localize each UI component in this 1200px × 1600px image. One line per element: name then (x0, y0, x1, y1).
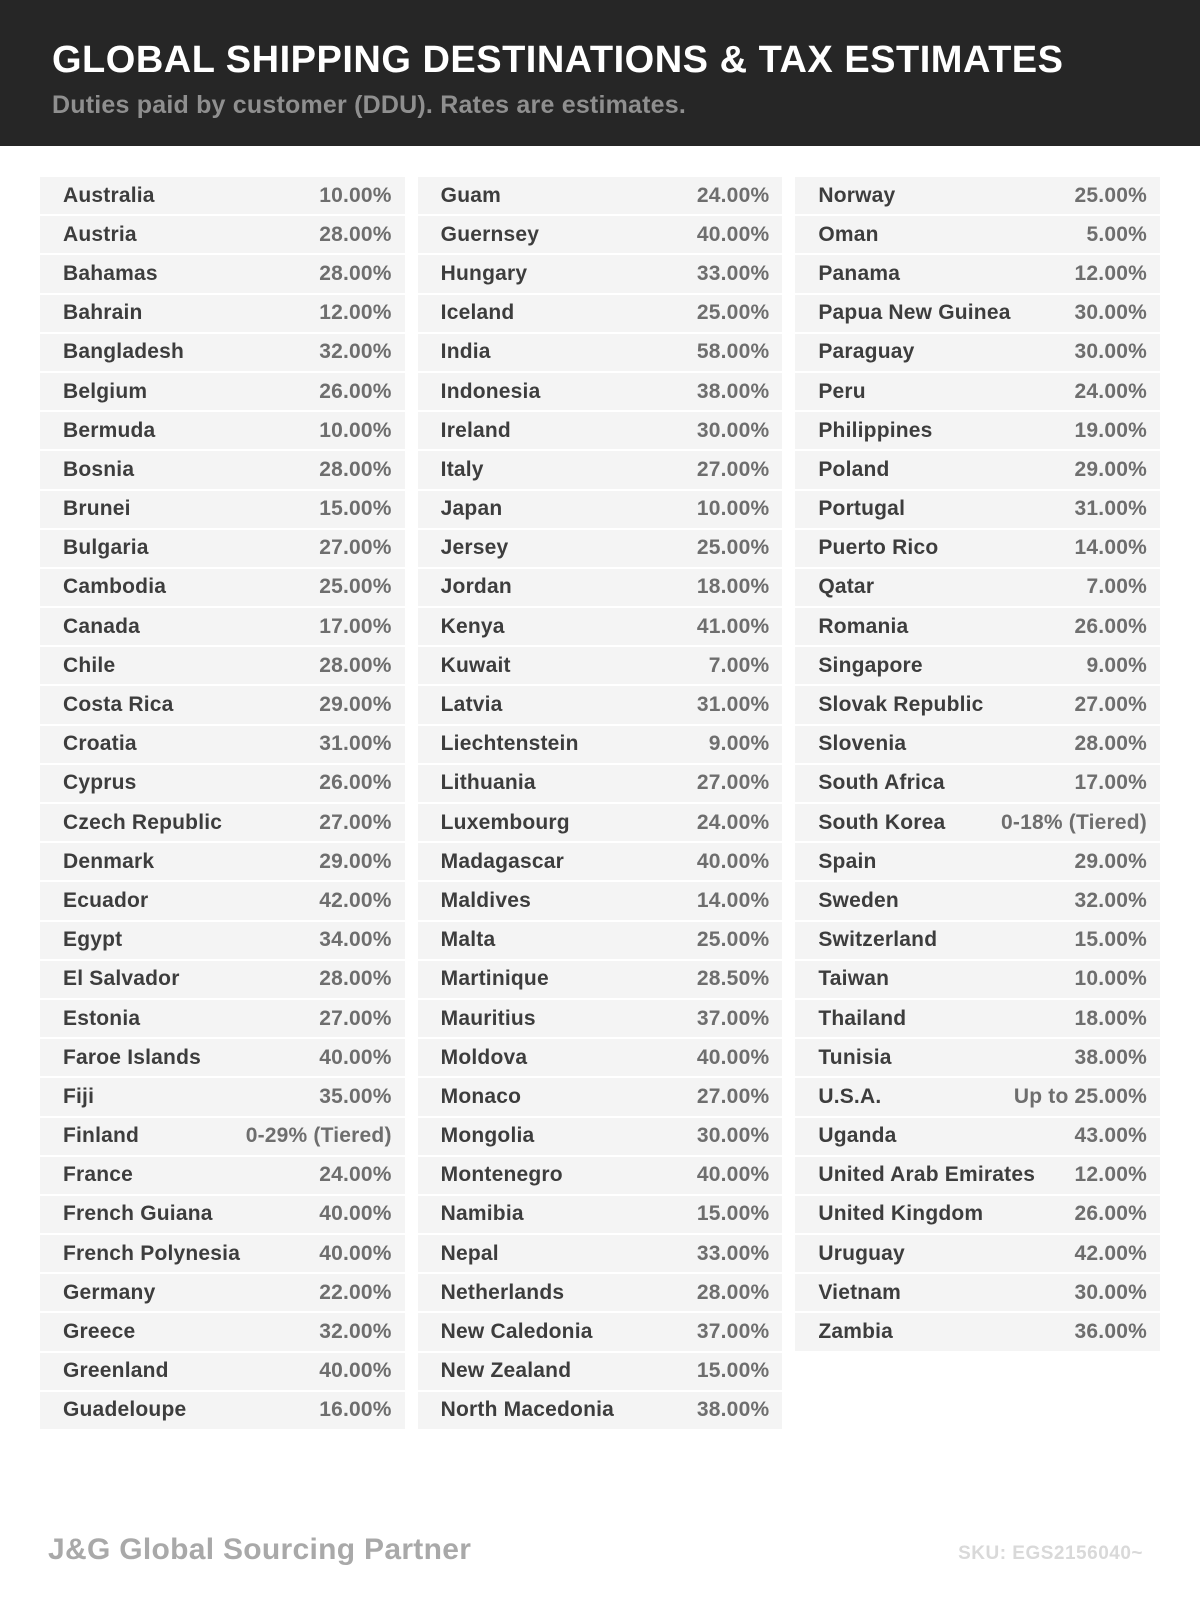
tax-rate: 24.00% (696, 810, 770, 834)
table-row (418, 961, 783, 1000)
country-name: Faroe Islands (63, 1045, 201, 1069)
table-row (418, 255, 783, 294)
table-row (418, 843, 783, 882)
country-name: Latvia (440, 693, 503, 717)
country-name: Luxembourg (440, 810, 570, 834)
table-row (40, 922, 405, 961)
country-name: Egypt (63, 928, 123, 952)
table-column-3 (795, 177, 1160, 1353)
country-name: Qatar (818, 575, 875, 599)
tax-rate: 28.00% (319, 222, 392, 246)
country-name: Bangladesh (63, 340, 185, 364)
tax-rate: 28.00% (696, 1280, 770, 1304)
tax-rate: 27.00% (319, 1006, 392, 1030)
tax-rate: 33.00% (696, 261, 770, 285)
country-name: Poland (818, 457, 890, 481)
country-name: Italy (440, 457, 484, 481)
country-name: Denmark (63, 849, 155, 873)
country-name: Moldova (440, 1045, 528, 1069)
country-name: Netherlands (440, 1280, 565, 1304)
country-name: Puerto Rico (818, 536, 939, 560)
table-row (418, 1118, 783, 1157)
table-row (795, 1118, 1160, 1157)
tax-rate: Up to 25.00% (1013, 1084, 1147, 1108)
country-name: Costa Rica (63, 693, 174, 717)
tax-rate: 16.00% (319, 1398, 392, 1422)
tax-rate: 12.00% (1074, 1163, 1147, 1187)
tax-rate: 40.00% (319, 1045, 392, 1069)
table-row (795, 1313, 1160, 1352)
tax-rate: 26.00% (319, 379, 392, 403)
tax-rate: 40.00% (319, 1202, 392, 1226)
table-row (795, 412, 1160, 451)
country-name: Guadeloupe (63, 1398, 187, 1422)
tax-rate: 18.00% (696, 575, 770, 599)
table-row (795, 804, 1160, 843)
tax-rate: 9.00% (1086, 653, 1147, 677)
tax-rate: 37.00% (696, 1006, 770, 1030)
table-column-1 (40, 177, 405, 1431)
table-row (418, 765, 783, 804)
table-row (418, 686, 783, 725)
tax-rate: 31.00% (1074, 497, 1147, 521)
table-row (418, 295, 783, 334)
header-banner (0, 0, 1200, 146)
country-name: France (63, 1163, 134, 1187)
table-row (40, 647, 405, 686)
country-name: Fiji (63, 1084, 95, 1108)
table-row (40, 255, 405, 294)
tax-rate: 40.00% (696, 222, 770, 246)
tax-rate: 28.50% (696, 967, 770, 991)
country-name: Austria (63, 222, 137, 246)
country-name: U.S.A. (818, 1084, 882, 1108)
country-name: Spain (818, 849, 877, 873)
tax-rate: 15.00% (696, 1359, 770, 1383)
tax-rate: 27.00% (696, 457, 770, 481)
tax-rate: 24.00% (1074, 379, 1147, 403)
country-name: Maldives (440, 888, 531, 912)
country-name: South Africa (818, 771, 945, 795)
tax-rate: 30.00% (1074, 1280, 1147, 1304)
table-row (795, 961, 1160, 1000)
country-name: Mongolia (440, 1124, 535, 1148)
country-name: Belgium (63, 379, 148, 403)
table-row (795, 1000, 1160, 1039)
tax-rate: 10.00% (696, 497, 770, 521)
table-row (40, 412, 405, 451)
country-name: Bosnia (63, 457, 135, 481)
country-name: Tunisia (818, 1045, 892, 1069)
country-name: Philippines (818, 418, 933, 442)
table-row (40, 1000, 405, 1039)
tax-rate: 18.00% (1074, 1006, 1147, 1030)
country-name: Monaco (440, 1084, 522, 1108)
country-name: Madagascar (440, 849, 565, 873)
table-row (40, 1118, 405, 1157)
table-row (40, 530, 405, 569)
tax-rate: 36.00% (1074, 1320, 1147, 1344)
table-row (418, 1078, 783, 1117)
table-row (418, 451, 783, 490)
tax-rate: 19.00% (1074, 418, 1147, 442)
table-row (40, 608, 405, 647)
tax-rate: 29.00% (319, 693, 392, 717)
country-name: Guam (440, 183, 501, 207)
country-name: Panama (818, 261, 901, 285)
table-row (795, 1078, 1160, 1117)
table-row (40, 216, 405, 255)
tax-rate: 14.00% (696, 888, 770, 912)
table-row (418, 373, 783, 412)
table-row (795, 686, 1160, 725)
country-name: Hungary (440, 261, 528, 285)
country-name: Cambodia (63, 575, 167, 599)
table-row (40, 961, 405, 1000)
country-name: Norway (818, 183, 896, 207)
page-subtitle: Duties paid by customer (DDU). Rates are estimates. (52, 90, 687, 119)
country-name: North Macedonia (440, 1398, 615, 1422)
country-name: Brunei (63, 497, 131, 521)
tax-rate: 35.00% (319, 1084, 392, 1108)
table-row (40, 1235, 405, 1274)
tax-rate: 22.00% (319, 1280, 392, 1304)
tax-rate: 24.00% (319, 1163, 392, 1187)
tax-rate: 25.00% (696, 536, 770, 560)
tax-rate: 32.00% (319, 340, 392, 364)
country-name: Greenland (63, 1359, 169, 1383)
country-name: Guernsey (440, 222, 540, 246)
country-name: Kenya (440, 614, 505, 638)
country-name: India (440, 340, 491, 364)
tax-rate: 26.00% (319, 771, 392, 795)
table-row (418, 1353, 783, 1392)
table-row (40, 1196, 405, 1235)
country-name: Paraguay (818, 340, 915, 364)
tax-rate: 0-29% (Tiered) (245, 1124, 392, 1148)
tax-rate: 17.00% (1074, 771, 1147, 795)
tax-rate: 32.00% (319, 1320, 392, 1344)
table-row (418, 1392, 783, 1431)
table-row (795, 765, 1160, 804)
table-row (40, 765, 405, 804)
tax-rate-table (40, 177, 1160, 1431)
country-name: Malta (440, 928, 496, 952)
table-row (418, 804, 783, 843)
country-name: Montenegro (440, 1163, 563, 1187)
tax-rate: 42.00% (1074, 1241, 1147, 1265)
table-row (40, 1392, 405, 1431)
tax-rate: 40.00% (696, 849, 770, 873)
table-row (418, 491, 783, 530)
sku-label: SKU: EGS2156040~ (958, 1543, 1143, 1564)
table-row (418, 569, 783, 608)
table-row (795, 608, 1160, 647)
tax-rate: 31.00% (319, 732, 392, 756)
tax-rate: 27.00% (696, 771, 770, 795)
tax-rate: 25.00% (319, 575, 392, 599)
table-row (795, 843, 1160, 882)
table-row (40, 569, 405, 608)
country-name: Slovenia (818, 732, 907, 756)
country-name: Zambia (818, 1320, 894, 1344)
table-row (40, 451, 405, 490)
table-row (40, 1353, 405, 1392)
table-row (795, 1039, 1160, 1078)
tax-rate: 28.00% (1074, 732, 1147, 756)
tax-rate: 15.00% (696, 1202, 770, 1226)
tax-rate: 25.00% (1074, 183, 1147, 207)
table-row (40, 1157, 405, 1196)
country-name: Jordan (440, 575, 512, 599)
tax-rate: 30.00% (1074, 340, 1147, 364)
country-name: Chile (63, 653, 116, 677)
tax-rate: 10.00% (319, 183, 392, 207)
country-name: Oman (818, 222, 879, 246)
tax-rate: 41.00% (696, 614, 770, 638)
country-name: New Caledonia (440, 1320, 593, 1344)
tax-rate: 34.00% (319, 928, 392, 952)
country-name: Mauritius (440, 1006, 536, 1030)
table-row (40, 491, 405, 530)
table-row (40, 1039, 405, 1078)
tax-rate: 28.00% (319, 261, 392, 285)
tax-rate: 14.00% (1074, 536, 1147, 560)
tax-rate: 38.00% (696, 379, 770, 403)
tax-rate: 30.00% (1074, 301, 1147, 325)
table-row (795, 1274, 1160, 1313)
table-row (418, 1196, 783, 1235)
table-row (795, 1196, 1160, 1235)
tax-rate: 40.00% (696, 1045, 770, 1069)
table-row (795, 1235, 1160, 1274)
tax-rate: 38.00% (696, 1398, 770, 1422)
country-name: Slovak Republic (818, 693, 984, 717)
country-name: Liechtenstein (440, 732, 579, 756)
table-row (40, 882, 405, 921)
country-name: Switzerland (818, 928, 938, 952)
tax-rate: 25.00% (696, 301, 770, 325)
table-row (795, 334, 1160, 373)
country-name: Thailand (818, 1006, 907, 1030)
country-name: South Korea (818, 810, 946, 834)
tax-rate: 25.00% (696, 928, 770, 952)
table-row (795, 491, 1160, 530)
tax-rate: 31.00% (696, 693, 770, 717)
table-row (40, 1078, 405, 1117)
table-row (795, 295, 1160, 334)
country-name: Lithuania (440, 771, 536, 795)
country-name: Iceland (440, 301, 515, 325)
country-name: New Zealand (440, 1359, 572, 1383)
tax-rate: 26.00% (1074, 614, 1147, 638)
tax-rate: 32.00% (1074, 888, 1147, 912)
table-row (795, 1157, 1160, 1196)
page-title: GLOBAL SHIPPING DESTINATIONS & TAX ESTIMATES (52, 39, 1064, 81)
table-row (418, 412, 783, 451)
table-row (418, 334, 783, 373)
tax-rate: 33.00% (696, 1241, 770, 1265)
country-name: El Salvador (63, 967, 180, 991)
tax-rate: 40.00% (696, 1163, 770, 1187)
tax-rate: 24.00% (696, 183, 770, 207)
country-name: Canada (63, 614, 141, 638)
table-row (40, 843, 405, 882)
country-name: Ireland (440, 418, 511, 442)
table-row (418, 1235, 783, 1274)
country-name: French Guiana (63, 1202, 213, 1226)
country-name: Australia (63, 183, 155, 207)
country-name: Cyprus (63, 771, 137, 795)
country-name: Nepal (440, 1241, 499, 1265)
country-name: Uruguay (818, 1241, 905, 1265)
country-name: Indonesia (440, 379, 541, 403)
tax-rate: 0-18% (Tiered) (1001, 810, 1147, 834)
tax-rate: 27.00% (319, 810, 392, 834)
country-name: Taiwan (818, 967, 890, 991)
table-row (795, 882, 1160, 921)
table-row (418, 1313, 783, 1352)
table-row (40, 1274, 405, 1313)
table-row (418, 1000, 783, 1039)
table-row (795, 373, 1160, 412)
tax-rate: 27.00% (319, 536, 392, 560)
table-row (795, 530, 1160, 569)
table-row (795, 216, 1160, 255)
tax-rate: 37.00% (696, 1320, 770, 1344)
table-row (418, 530, 783, 569)
tax-rate: 12.00% (319, 301, 392, 325)
table-row (418, 882, 783, 921)
tax-rate: 12.00% (1074, 261, 1147, 285)
table-row (418, 177, 783, 216)
table-row (418, 1039, 783, 1078)
table-row (418, 726, 783, 765)
table-row (418, 1274, 783, 1313)
table-row (795, 177, 1160, 216)
country-name: Portugal (818, 497, 906, 521)
table-row (418, 1157, 783, 1196)
table-row (418, 647, 783, 686)
table-row (40, 373, 405, 412)
country-name: Namibia (440, 1202, 524, 1226)
tax-rate: 10.00% (319, 418, 392, 442)
country-name: United Arab Emirates (818, 1163, 1036, 1187)
tax-rate: 29.00% (319, 849, 392, 873)
tax-rate: 5.00% (1086, 222, 1147, 246)
tax-rate: 26.00% (1074, 1202, 1147, 1226)
tax-rate: 9.00% (708, 732, 770, 756)
country-name: Papua New Guinea (818, 301, 1011, 325)
footer (48, 1533, 1143, 1567)
tax-rate: 29.00% (1074, 457, 1147, 481)
tax-rate: 30.00% (696, 418, 770, 442)
table-row (40, 686, 405, 725)
tax-rate: 29.00% (1074, 849, 1147, 873)
table-row (795, 726, 1160, 765)
country-name: Croatia (63, 732, 137, 756)
country-name: Sweden (818, 888, 899, 912)
table-column-2 (418, 177, 783, 1431)
table-row (40, 295, 405, 334)
country-name: Ecuador (63, 888, 149, 912)
tax-rate: 15.00% (319, 497, 392, 521)
tax-rate: 15.00% (1074, 928, 1147, 952)
tax-rate: 43.00% (1074, 1124, 1147, 1148)
tax-rate: 38.00% (1074, 1045, 1147, 1069)
country-name: French Polynesia (63, 1241, 241, 1265)
tax-rate: 30.00% (696, 1124, 770, 1148)
tax-rate: 17.00% (319, 614, 392, 638)
country-name: Japan (440, 497, 503, 521)
tax-rate: 10.00% (1074, 967, 1147, 991)
table-row (795, 451, 1160, 490)
country-name: Uganda (818, 1124, 897, 1148)
country-name: Bulgaria (63, 536, 149, 560)
tax-rate: 40.00% (319, 1359, 392, 1383)
country-name: Greece (63, 1320, 136, 1344)
tax-rate: 28.00% (319, 457, 392, 481)
table-row (418, 216, 783, 255)
country-name: Romania (818, 614, 909, 638)
table-row (795, 569, 1160, 608)
tax-rate: 28.00% (319, 967, 392, 991)
country-name: Czech Republic (63, 810, 223, 834)
country-name: United Kingdom (818, 1202, 984, 1226)
country-name: Bahamas (63, 261, 158, 285)
country-name: Kuwait (440, 653, 511, 677)
tax-rate: 27.00% (1074, 693, 1147, 717)
tax-rate: 40.00% (319, 1241, 392, 1265)
country-name: Jersey (440, 536, 509, 560)
table-row (418, 922, 783, 961)
table-row (40, 726, 405, 765)
tax-rate: 28.00% (319, 653, 392, 677)
country-name: Estonia (63, 1006, 141, 1030)
brand-name: J&G Global Sourcing Partner (48, 1533, 472, 1566)
table-row (40, 804, 405, 843)
country-name: Singapore (818, 653, 923, 677)
country-name: Martinique (440, 967, 549, 991)
country-name: Finland (63, 1124, 140, 1148)
tax-rate: 7.00% (1086, 575, 1147, 599)
country-name: Bermuda (63, 418, 156, 442)
table-row (418, 608, 783, 647)
tax-rate: 27.00% (696, 1084, 770, 1108)
country-name: Bahrain (63, 301, 143, 325)
country-name: Vietnam (818, 1280, 902, 1304)
table-row (40, 177, 405, 216)
country-name: Peru (818, 379, 866, 403)
table-row (795, 647, 1160, 686)
tax-rate: 7.00% (708, 653, 770, 677)
table-row (40, 334, 405, 373)
country-name: Germany (63, 1280, 156, 1304)
tax-rate: 42.00% (319, 888, 392, 912)
table-row (795, 255, 1160, 294)
tax-rate: 58.00% (696, 340, 770, 364)
table-row (795, 922, 1160, 961)
table-row (40, 1313, 405, 1352)
